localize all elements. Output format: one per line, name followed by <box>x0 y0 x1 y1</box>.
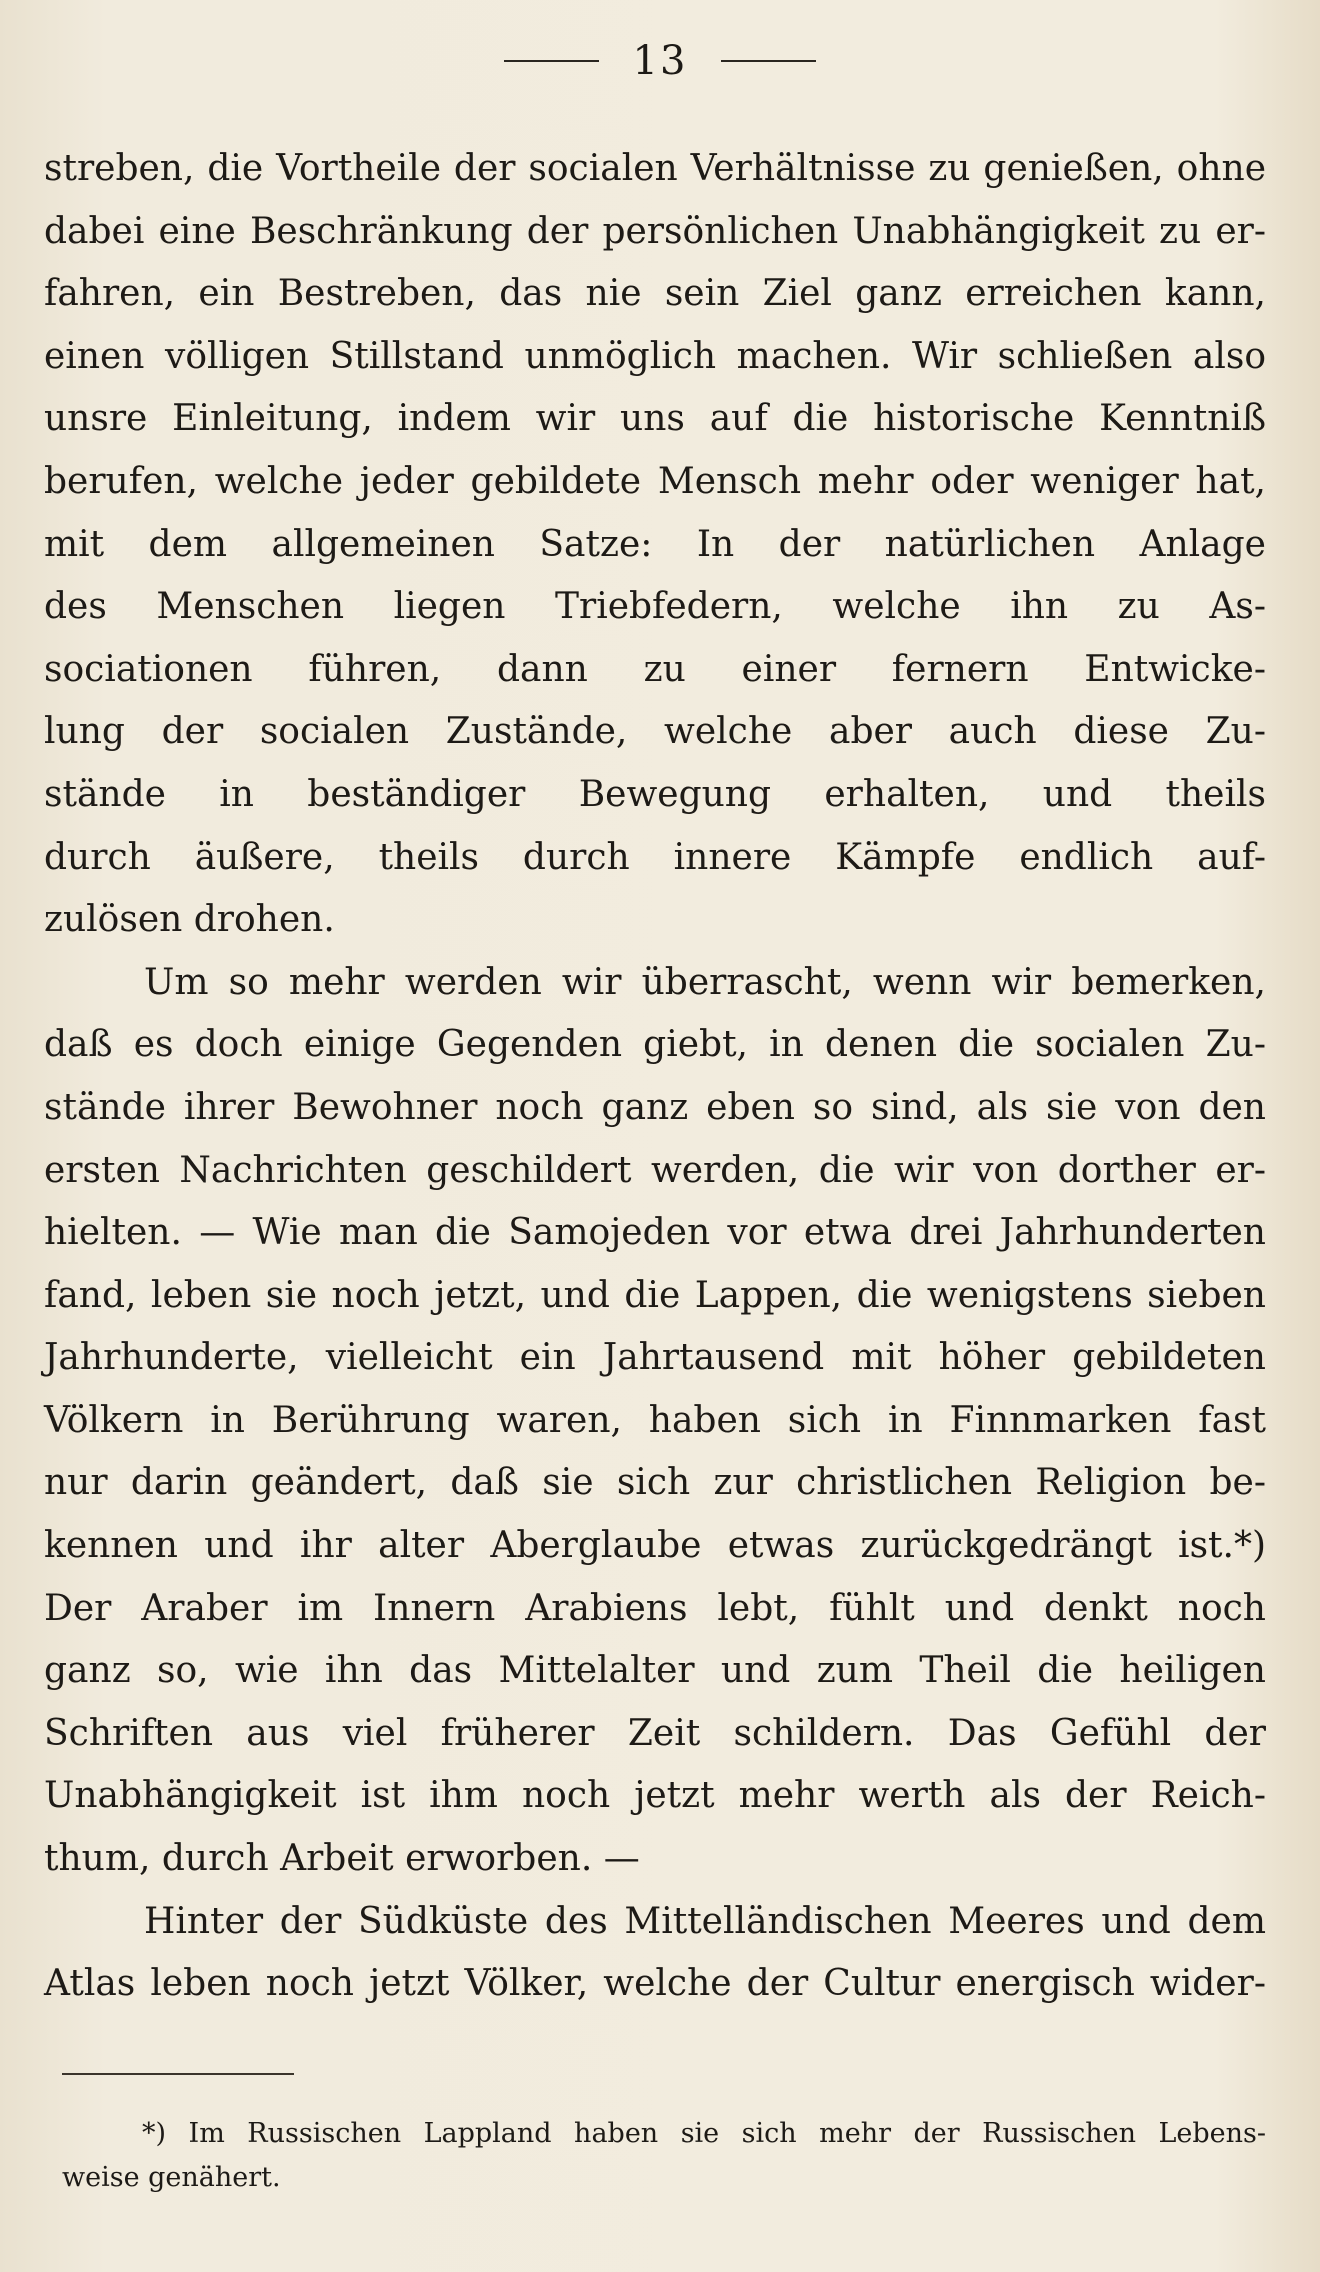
text-line: Um so mehr werden wir überrascht, wenn wir bemerken, <box>144 961 1266 1003</box>
footnote-rule <box>62 2073 294 2075</box>
text-line: kennen und ihr alter Aberglaube etwas zurückgedrängt ist.*) <box>44 1525 1266 1567</box>
text-line: nur darin geändert, daß sie sich zur christlichen Religion be- <box>44 1462 1266 1504</box>
text-line: Schriften aus viel früherer Zeit schildern. Das Gefühl der <box>44 1712 1266 1754</box>
text-line: zulösen drohen. <box>44 899 335 941</box>
text-line: streben, die Vortheile der socialen Verhältnisse zu genießen, ohne <box>44 148 1266 189</box>
text-line: thum, durch Arbeit erworben. — <box>44 1838 640 1880</box>
text-line: Atlas leben noch jetzt Völker, welche der Cultur energisch wider- <box>44 1963 1266 2005</box>
text-line: dabei eine Beschränkung der persönlichen Unabhängigkeit zu er- <box>44 210 1266 252</box>
text-line: Unabhängigkeit ist ihm noch jetzt mehr werth als der Reich- <box>44 1775 1266 1817</box>
text-line: hielten. — Wie man die Samojeden vor etwa drei Jahrhunderten <box>44 1212 1266 1254</box>
text-line: lung der socialen Zustände, welche aber auch diese Zu- <box>44 711 1266 753</box>
footnote-line: weise genähert. <box>62 2162 281 2193</box>
body-text <box>44 138 1266 2016</box>
header-dash-left <box>504 60 599 62</box>
text-line: unsre Einleitung, indem wir uns auf die historische Kenntniß <box>44 398 1266 440</box>
text-line: stände ihrer Bewohner noch ganz eben so sind, als sie von den <box>44 1086 1266 1128</box>
text-line: fahren, ein Bestreben, das nie sein Ziel ganz erreichen kann, <box>44 273 1266 315</box>
text-line: stände in beständiger Bewegung erhalten, und theils <box>44 773 1266 815</box>
text-line: Jahrhunderte, vielleicht ein Jahrtausend mit höher gebildeten <box>44 1337 1266 1379</box>
text-line: ganz so, wie ihn das Mittelalter und zum Theil die heiligen <box>44 1650 1266 1692</box>
text-line: mit dem allgemeinen Satze: In der natürlichen Anlage <box>44 523 1266 565</box>
text-line: einen völligen Stillstand unmöglich machen. Wir schließen also <box>44 335 1266 377</box>
text-line: daß es doch einige Gegenden giebt, in denen die socialen Zu- <box>44 1024 1266 1066</box>
text-line: Völkern in Berührung waren, haben sich in Finnmarken fast <box>44 1399 1266 1441</box>
text-line: des Menschen liegen Triebfedern, welche ihn zu As- <box>44 586 1266 628</box>
footnote-line: *) Im Russischen Lappland haben sie sich mehr der Russischen Lebens- <box>142 2118 1266 2149</box>
text-line: Hinter der Südküste des Mittelländischen Meeres und dem <box>144 1900 1266 1942</box>
page-number: 13 <box>632 38 688 84</box>
text-line: ersten Nachrichten geschildert werden, die wir von dorther er- <box>44 1149 1266 1191</box>
text-line: fand, leben sie noch jetzt, und die Lappen, die wenigstens sieben <box>44 1274 1266 1316</box>
text-line: Der Araber im Innern Arabiens lebt, fühlt und denkt noch <box>44 1587 1266 1629</box>
page-header <box>0 38 1320 84</box>
text-line: durch äußere, theils durch innere Kämpfe endlich auf- <box>44 836 1266 878</box>
text-line: sociationen führen, dann zu einer fernern Entwicke- <box>44 648 1266 690</box>
header-dash-right <box>721 60 816 62</box>
text-line: berufen, welche jeder gebildete Mensch mehr oder weniger hat, <box>44 460 1266 502</box>
footnote <box>62 2112 1266 2200</box>
